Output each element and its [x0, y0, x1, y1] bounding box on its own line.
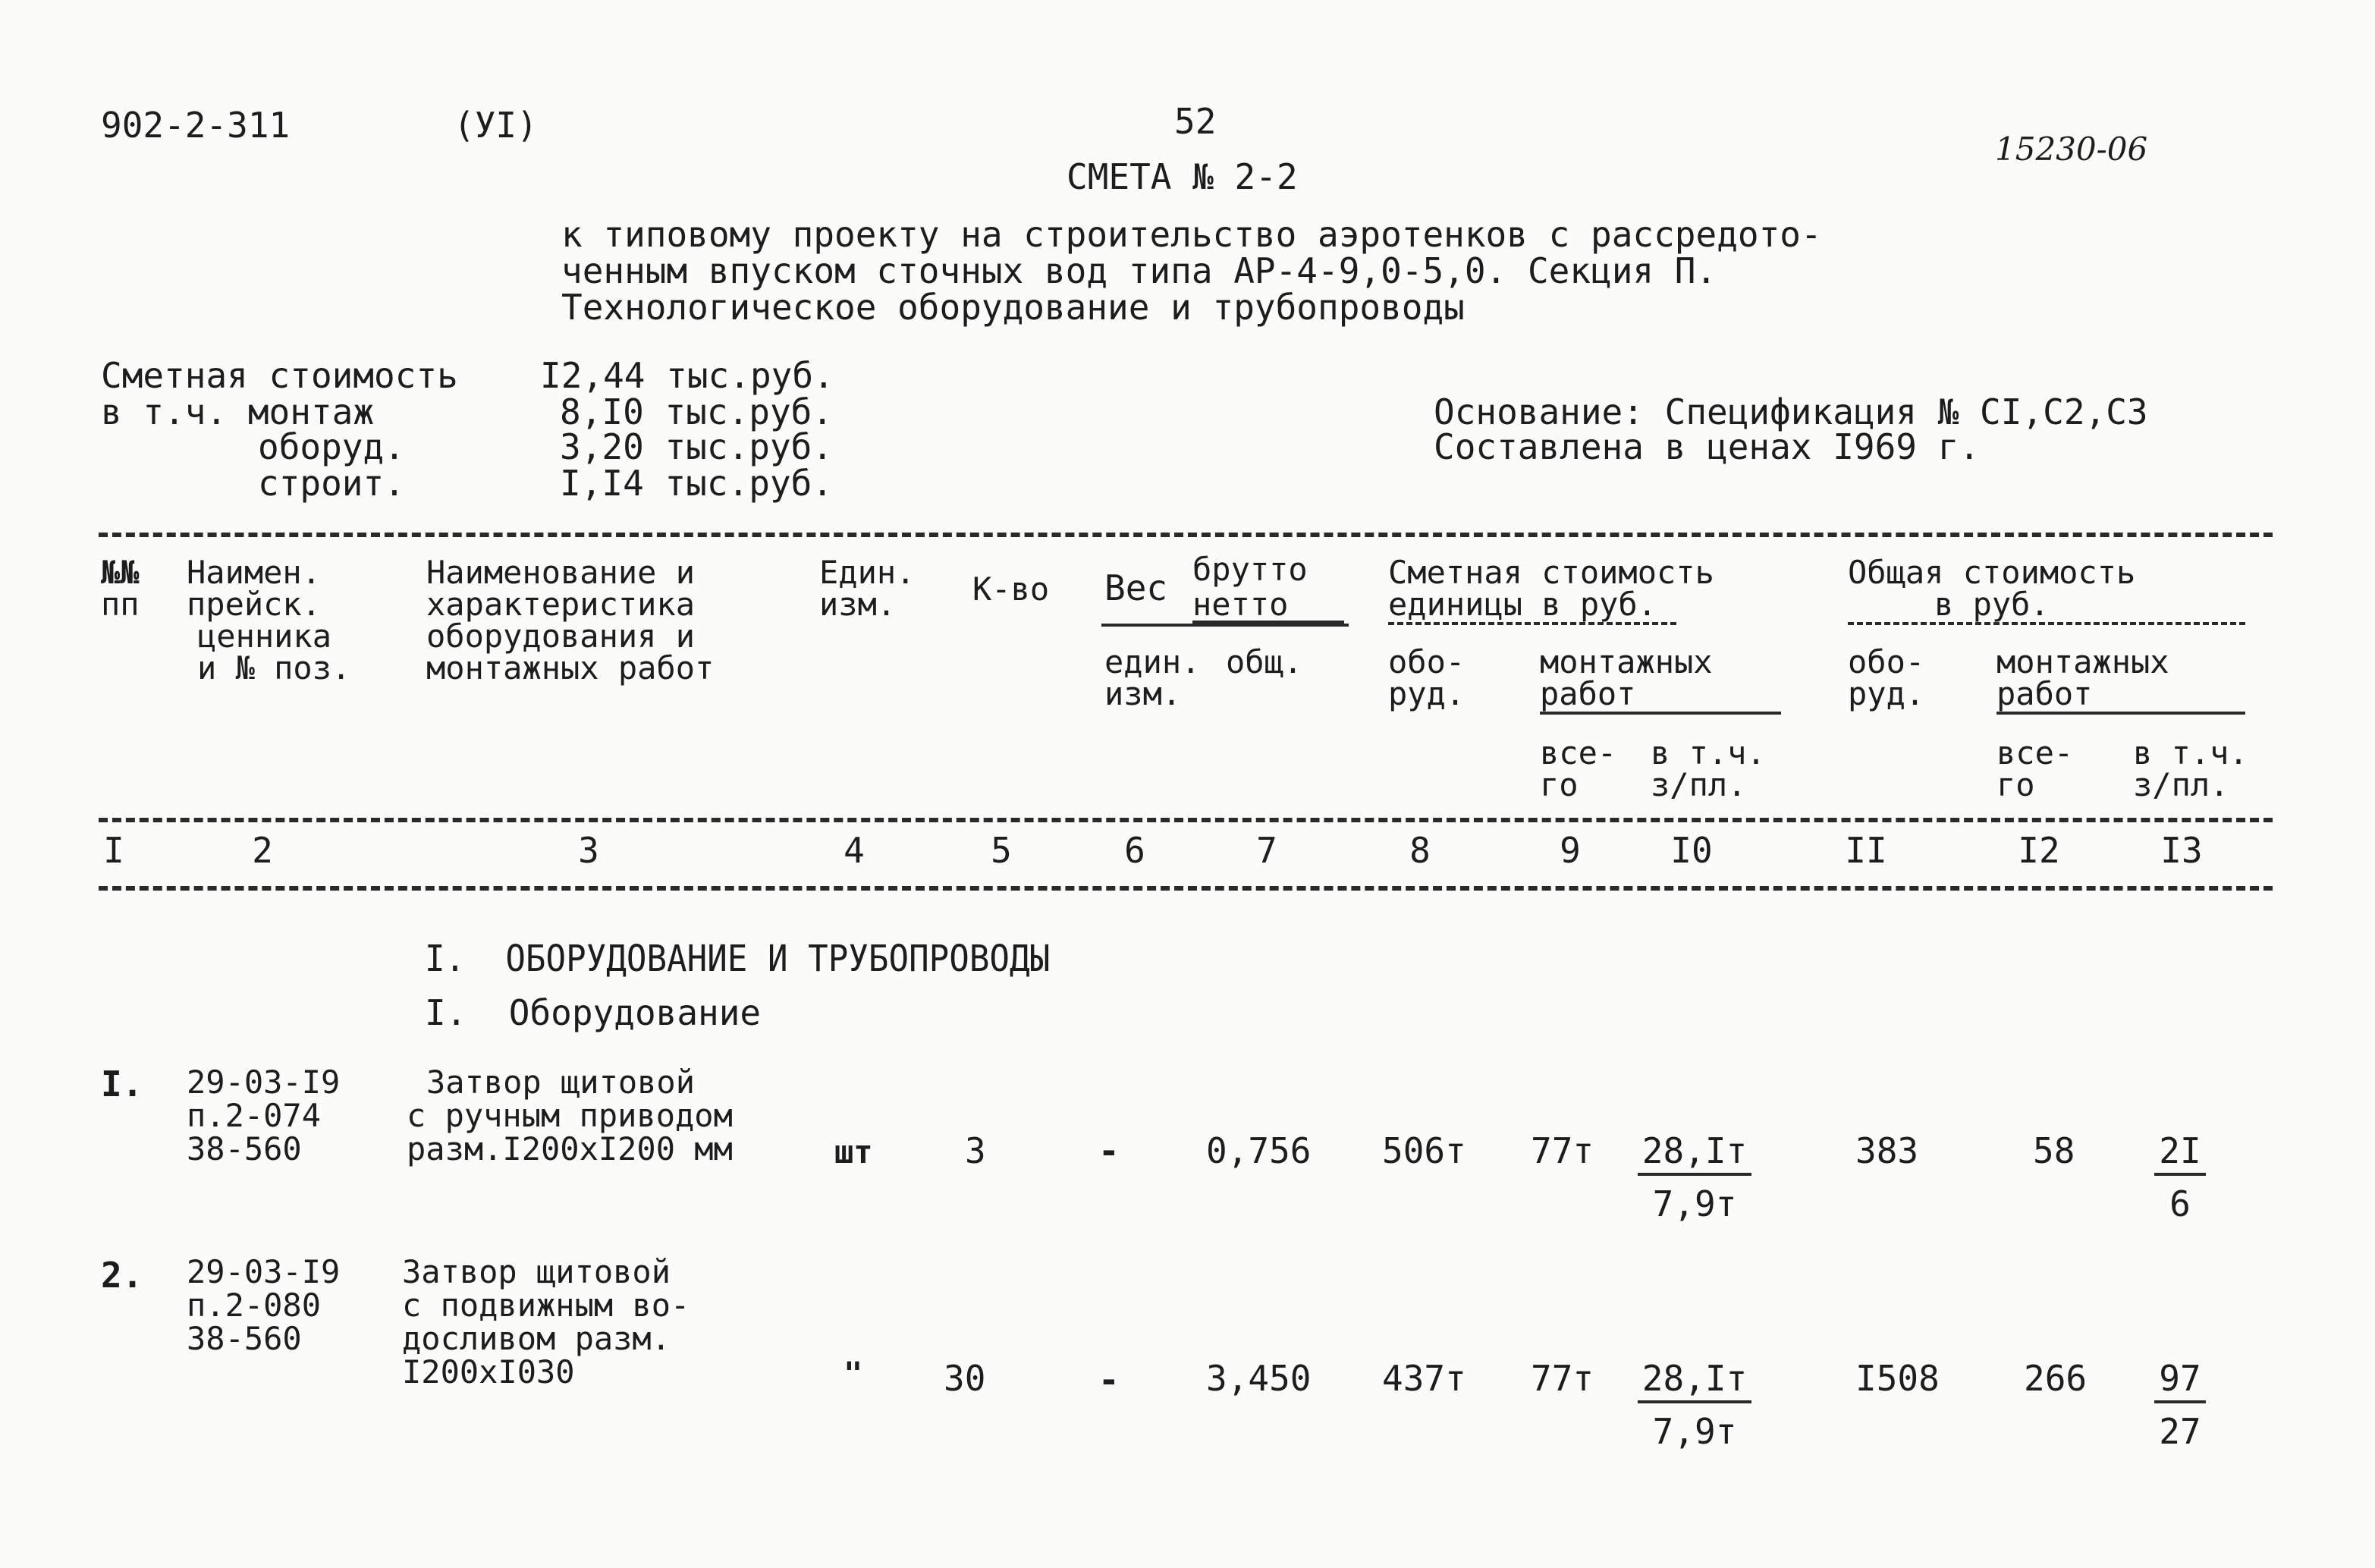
- weight-group-rule: [1101, 624, 1349, 627]
- column-numbers-bottom-rule: [99, 886, 2273, 891]
- header-name-line-1: Наименование и: [426, 554, 696, 591]
- column-number: I0: [1670, 830, 1713, 871]
- row-equip-unit-cost: 437т: [1382, 1358, 1466, 1399]
- row-install-unit-wage: [1619, 1130, 1770, 1224]
- column-numbers-top-rule: [99, 818, 2273, 822]
- row-number: I.: [101, 1064, 143, 1105]
- column-number: I: [103, 830, 124, 871]
- header-install-total-sum-line-1: все-: [1996, 734, 2074, 771]
- row-price-ref-line-1: 29-03-I9: [187, 1064, 341, 1101]
- row-install-unit-total: 77т: [1531, 1358, 1594, 1399]
- row-install-total: 266: [2024, 1358, 2088, 1399]
- row-install-total-wage: [2104, 1130, 2256, 1224]
- row-install-total-wage: [2104, 1358, 2256, 1452]
- row-equip-unit-cost: 506т: [1382, 1130, 1466, 1171]
- header-weight-total: общ.: [1226, 643, 1303, 680]
- subtitle-line-2: ченным впуском сточных вод типа АР-4-9,0-5,0. Секция П.: [561, 250, 1717, 291]
- row-install-total-wage-numerator: 97: [2154, 1361, 2205, 1403]
- estimate-title: СМЕТА № 2-2: [1067, 156, 1298, 197]
- row-equip-total-cost: 383: [1855, 1130, 1919, 1171]
- column-number: I2: [2018, 830, 2060, 871]
- page-number: 52: [1174, 101, 1217, 142]
- cost-install-label: в т.ч. монтаж: [101, 391, 375, 432]
- row-quantity: 30: [944, 1358, 986, 1399]
- archive-number: 15230-06: [1995, 130, 2148, 168]
- basis-prices: Составлена в ценах I969 г.: [1434, 426, 1981, 467]
- cost-equipment-label: оборуд.: [258, 426, 405, 467]
- row-number: 2.: [101, 1255, 143, 1296]
- row-install-unit-wage-numerator: 28,Iт: [1638, 1133, 1751, 1176]
- header-priceref-line-2: прейск.: [187, 586, 322, 623]
- volume-number: (УI): [454, 105, 538, 146]
- row-price-ref-line-2: п.2-080: [187, 1287, 322, 1324]
- cost-total-value: I2,44 тыс.руб.: [540, 355, 834, 396]
- header-unit-line-1: Един.: [819, 554, 916, 591]
- row-price-ref-line-1: 29-03-I9: [187, 1253, 341, 1290]
- row-install-total-wage-denominator: 27: [2159, 1411, 2201, 1452]
- row-unit: ": [844, 1355, 863, 1392]
- row-install-unit-wage: [1619, 1358, 1770, 1452]
- column-number: 3: [578, 830, 599, 871]
- row-name-line-4: I200xI030: [402, 1353, 575, 1390]
- row-name-line-2: с ручным приводом: [407, 1097, 733, 1134]
- row-unit: шт: [834, 1133, 873, 1171]
- column-number: 8: [1409, 830, 1431, 871]
- cost-construction-label: строит.: [258, 463, 405, 504]
- row-install-unit-wage-denominator: 7,9т: [1652, 1183, 1737, 1224]
- header-weight-unit-line-1: един.: [1104, 643, 1201, 680]
- row-weight-unit: -: [1098, 1359, 1120, 1400]
- cost-equipment-value: 3,20 тыс.руб.: [560, 426, 834, 467]
- subtitle-line-3: Технологическое оборудование и трубопроводы: [561, 287, 1465, 328]
- row-weight-total: 0,756: [1206, 1130, 1312, 1171]
- header-install-unit-wage-line-2: з/пл.: [1651, 766, 1747, 803]
- header-install-unit-total-line-1: все-: [1540, 734, 1617, 771]
- row-install-unit-wage-numerator: 28,Iт: [1638, 1361, 1751, 1403]
- header-install-total-line-1: монтажных: [1996, 643, 2169, 680]
- cost-install-value: 8,I0 тыс.руб.: [560, 391, 834, 432]
- row-install-total: 58: [2033, 1130, 2075, 1171]
- header-install-total-line-2: работ: [1996, 675, 2093, 712]
- column-number: 6: [1124, 830, 1145, 871]
- row-install-total-wage-numerator: 2I: [2154, 1133, 2205, 1176]
- header-unit-line-2: изм.: [819, 586, 897, 623]
- table-top-rule: [99, 533, 2273, 537]
- row-name-line-1: Затвор щитовой: [426, 1064, 696, 1101]
- basis-specification: Основание: Спецификация № CI,C2,C3: [1434, 391, 2148, 432]
- header-install-total-wage-line-2: з/пл.: [2133, 766, 2229, 803]
- header-weight-unit-line-2: изм.: [1104, 675, 1182, 712]
- row-price-ref-line-3: 38-560: [187, 1320, 302, 1357]
- section-subtitle: I. Оборудование: [425, 992, 762, 1033]
- header-equip-unit-line-1: обо-: [1388, 643, 1466, 680]
- header-equip-total-line-2: руд.: [1848, 675, 1925, 712]
- header-install-total-wage-line-1: в т.ч.: [2133, 734, 2248, 771]
- header-num-line-2: пп: [101, 586, 140, 623]
- header-priceref-line-1: Наимен.: [187, 554, 322, 591]
- header-num-line-1: №№: [101, 554, 140, 591]
- row-install-unit-total: 77т: [1531, 1130, 1594, 1171]
- row-price-ref-line-2: п.2-074: [187, 1097, 322, 1134]
- header-install-total-sum-line-2: го: [1996, 766, 2035, 803]
- header-name-line-4: монтажных работ: [426, 649, 715, 687]
- row-name-line-3: досливом разм.: [402, 1320, 671, 1357]
- column-number: 4: [844, 830, 865, 871]
- header-total-cost-line-1: Общая стоимость: [1848, 554, 2136, 591]
- row-weight-total: 3,450: [1206, 1358, 1312, 1399]
- header-weight-net: нетто: [1192, 586, 1289, 623]
- header-priceref-line-4: и № поз.: [197, 649, 351, 687]
- header-unit-cost-line-2: единицы в руб.: [1388, 586, 1657, 623]
- column-number: 9: [1560, 830, 1581, 871]
- header-install-unit-line-1: монтажных: [1540, 643, 1713, 680]
- cost-total-label: Сметная стоимость: [101, 355, 458, 396]
- column-number: 7: [1256, 830, 1277, 871]
- row-install-total-wage-denominator: 6: [2169, 1183, 2191, 1224]
- header-unit-cost-line-1: Сметная стоимость: [1388, 554, 1714, 591]
- column-number: 5: [991, 830, 1012, 871]
- row-price-ref-line-3: 38-560: [187, 1130, 302, 1167]
- header-name-line-2: характеристика: [426, 586, 696, 623]
- row-quantity: 3: [965, 1130, 986, 1171]
- header-equip-unit-line-2: руд.: [1388, 675, 1466, 712]
- column-number: I3: [2160, 830, 2203, 871]
- header-quantity: К-во: [972, 570, 1050, 608]
- row-name-line-2: с подвижным во-: [402, 1287, 690, 1324]
- header-weight-gross: брутто: [1192, 551, 1308, 588]
- header-install-unit-line-2: работ: [1540, 675, 1636, 712]
- row-weight-unit: -: [1098, 1130, 1120, 1171]
- row-name-line-1: Затвор щитовой: [402, 1253, 671, 1290]
- install-total-underline: [1996, 712, 2245, 715]
- row-install-unit-wage-denominator: 7,9т: [1652, 1411, 1737, 1452]
- subtitle-line-1: к типовому проекту на строительство аэротенков с рассредото-: [561, 214, 1822, 255]
- header-name-line-3: оборудования и: [426, 617, 696, 655]
- cost-construction-value: I,I4 тыс.руб.: [560, 463, 834, 504]
- total-cost-underline: [1848, 622, 2245, 625]
- row-equip-total-cost: I508: [1855, 1358, 1940, 1399]
- row-name-line-3: разм.I200xI200 мм: [407, 1130, 733, 1167]
- header-install-unit-wage-line-1: в т.ч.: [1651, 734, 1766, 771]
- header-priceref-line-3: ценника: [197, 617, 332, 655]
- install-unit-underline: [1540, 712, 1781, 715]
- header-total-cost-line-2: в руб.: [1934, 586, 2050, 623]
- section-title: I. ОБОРУДОВАНИЕ И ТРУБОПРОВОДЫ: [425, 938, 1051, 980]
- header-install-unit-total-line-2: го: [1540, 766, 1579, 803]
- header-equip-total-line-1: обо-: [1848, 643, 1925, 680]
- unit-cost-underline: [1388, 622, 1676, 625]
- column-number: 2: [252, 830, 273, 871]
- header-weight: Вес: [1104, 567, 1168, 608]
- column-number: II: [1845, 830, 1887, 871]
- document-code: 902-2-311: [101, 105, 291, 146]
